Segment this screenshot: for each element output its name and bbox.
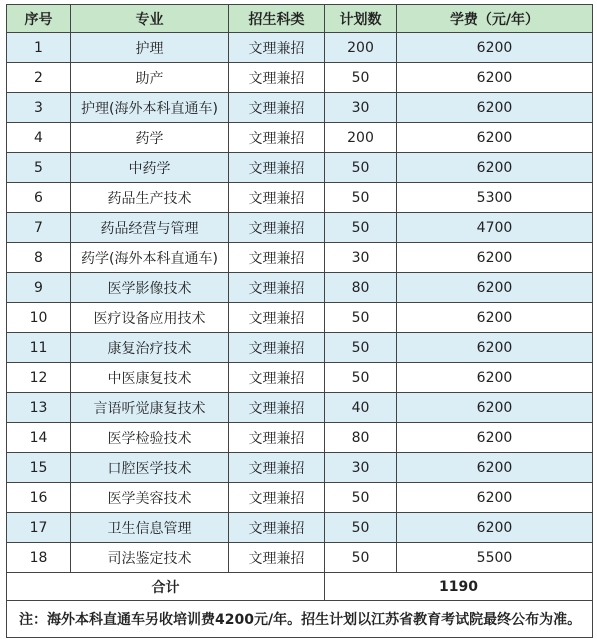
cell-plan: 40 <box>325 393 397 423</box>
cell-fee: 6200 <box>397 513 593 543</box>
cell-category: 文理兼招 <box>229 93 325 123</box>
table-row <box>7 183 593 213</box>
cell-fee: 6200 <box>397 123 593 153</box>
table-row <box>7 273 593 303</box>
table-header <box>7 5 593 33</box>
cell-category: 文理兼招 <box>229 183 325 213</box>
cell-plan: 80 <box>325 423 397 453</box>
table-row <box>7 153 593 183</box>
cell-fee: 4700 <box>397 213 593 243</box>
cell-no: 8 <box>7 243 71 273</box>
cell-major: 医学检验技术 <box>71 423 229 453</box>
cell-no: 4 <box>7 123 71 153</box>
cell-fee: 6200 <box>397 243 593 273</box>
cell-major: 卫生信息管理 <box>71 513 229 543</box>
cell-fee: 6200 <box>397 273 593 303</box>
cell-fee: 6200 <box>397 63 593 93</box>
header-no: 序号 <box>7 5 71 33</box>
footnote: 注：海外本科直通车另收培训费4200元/年。招生计划以江苏省教育考试院最终公布为准。 <box>7 601 593 638</box>
table-row <box>7 123 593 153</box>
table-body <box>7 33 593 573</box>
cell-no: 2 <box>7 63 71 93</box>
cell-category: 文理兼招 <box>229 213 325 243</box>
cell-category: 文理兼招 <box>229 483 325 513</box>
total-label: 合计 <box>7 573 325 601</box>
table-row <box>7 333 593 363</box>
cell-major: 助产 <box>71 63 229 93</box>
cell-plan: 50 <box>325 183 397 213</box>
cell-no: 18 <box>7 543 71 573</box>
cell-fee: 5300 <box>397 183 593 213</box>
cell-fee: 6200 <box>397 153 593 183</box>
cell-no: 10 <box>7 303 71 333</box>
cell-category: 文理兼招 <box>229 273 325 303</box>
cell-plan: 50 <box>325 363 397 393</box>
cell-plan: 50 <box>325 213 397 243</box>
cell-fee: 6200 <box>397 93 593 123</box>
cell-no: 11 <box>7 333 71 363</box>
table-row <box>7 213 593 243</box>
cell-plan: 50 <box>325 303 397 333</box>
enrollment-table <box>6 4 593 638</box>
cell-plan: 80 <box>325 273 397 303</box>
cell-no: 13 <box>7 393 71 423</box>
cell-category: 文理兼招 <box>229 33 325 63</box>
cell-no: 1 <box>7 33 71 63</box>
cell-plan: 50 <box>325 543 397 573</box>
cell-major: 药品经营与管理 <box>71 213 229 243</box>
cell-plan: 200 <box>325 33 397 63</box>
cell-category: 文理兼招 <box>229 303 325 333</box>
cell-category: 文理兼招 <box>229 63 325 93</box>
table-row <box>7 453 593 483</box>
cell-plan: 30 <box>325 93 397 123</box>
header-row <box>7 5 593 33</box>
cell-no: 9 <box>7 273 71 303</box>
total-row <box>7 573 593 601</box>
cell-category: 文理兼招 <box>229 513 325 543</box>
total-value: 1190 <box>325 573 593 601</box>
cell-plan: 30 <box>325 243 397 273</box>
cell-major: 中医康复技术 <box>71 363 229 393</box>
cell-major: 护理(海外本科直通车) <box>71 93 229 123</box>
cell-major: 康复治疗技术 <box>71 333 229 363</box>
header-fee: 学费（元/年） <box>397 5 593 33</box>
header-category: 招生科类 <box>229 5 325 33</box>
cell-major: 言语听觉康复技术 <box>71 393 229 423</box>
table-row <box>7 513 593 543</box>
table-row <box>7 393 593 423</box>
table-row <box>7 63 593 93</box>
cell-no: 15 <box>7 453 71 483</box>
cell-major: 医学影像技术 <box>71 273 229 303</box>
cell-major: 药学 <box>71 123 229 153</box>
cell-plan: 50 <box>325 333 397 363</box>
cell-fee: 6200 <box>397 483 593 513</box>
cell-plan: 50 <box>325 63 397 93</box>
cell-category: 文理兼招 <box>229 423 325 453</box>
cell-major: 护理 <box>71 33 229 63</box>
table-row <box>7 243 593 273</box>
table-row <box>7 303 593 333</box>
cell-major: 医学美容技术 <box>71 483 229 513</box>
cell-major: 司法鉴定技术 <box>71 543 229 573</box>
cell-category: 文理兼招 <box>229 153 325 183</box>
cell-no: 5 <box>7 153 71 183</box>
cell-no: 12 <box>7 363 71 393</box>
cell-fee: 6200 <box>397 393 593 423</box>
cell-major: 医疗设备应用技术 <box>71 303 229 333</box>
cell-no: 17 <box>7 513 71 543</box>
cell-category: 文理兼招 <box>229 123 325 153</box>
table-row <box>7 423 593 453</box>
cell-fee: 6200 <box>397 33 593 63</box>
cell-no: 14 <box>7 423 71 453</box>
table-row <box>7 33 593 63</box>
table-row <box>7 543 593 573</box>
cell-category: 文理兼招 <box>229 333 325 363</box>
cell-fee: 6200 <box>397 363 593 393</box>
table-row <box>7 483 593 513</box>
header-major: 专业 <box>71 5 229 33</box>
note-row <box>7 601 593 638</box>
cell-fee: 6200 <box>397 423 593 453</box>
cell-fee: 6200 <box>397 303 593 333</box>
cell-no: 7 <box>7 213 71 243</box>
cell-major: 药品生产技术 <box>71 183 229 213</box>
header-plan: 计划数 <box>325 5 397 33</box>
cell-major: 药学(海外本科直通车) <box>71 243 229 273</box>
cell-category: 文理兼招 <box>229 243 325 273</box>
cell-category: 文理兼招 <box>229 393 325 423</box>
cell-plan: 50 <box>325 483 397 513</box>
cell-category: 文理兼招 <box>229 453 325 483</box>
cell-major: 中药学 <box>71 153 229 183</box>
cell-category: 文理兼招 <box>229 543 325 573</box>
table-row <box>7 93 593 123</box>
table-row <box>7 363 593 393</box>
cell-fee: 6200 <box>397 333 593 363</box>
cell-fee: 6200 <box>397 453 593 483</box>
cell-plan: 200 <box>325 123 397 153</box>
cell-fee: 5500 <box>397 543 593 573</box>
cell-plan: 30 <box>325 453 397 483</box>
cell-no: 6 <box>7 183 71 213</box>
cell-major: 口腔医学技术 <box>71 453 229 483</box>
cell-no: 3 <box>7 93 71 123</box>
cell-plan: 50 <box>325 513 397 543</box>
cell-plan: 50 <box>325 153 397 183</box>
cell-category: 文理兼招 <box>229 363 325 393</box>
cell-no: 16 <box>7 483 71 513</box>
enrollment-table-container <box>6 4 592 638</box>
